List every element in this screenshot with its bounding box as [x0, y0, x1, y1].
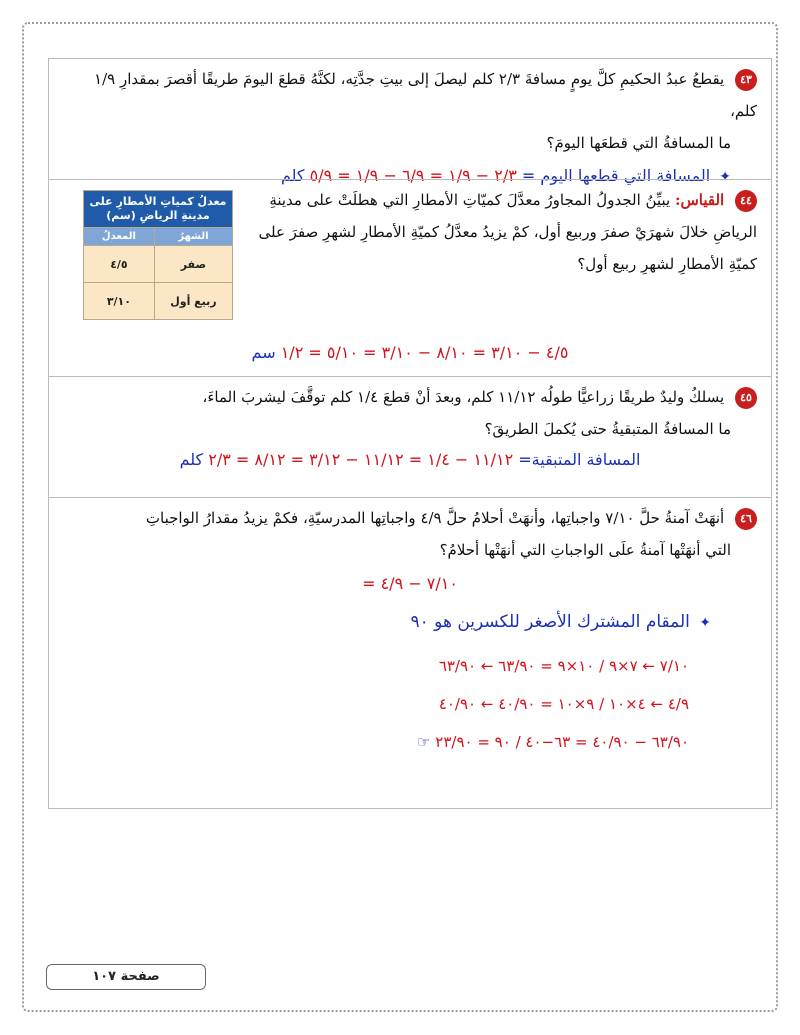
answer-43-expr: ٢/٣ − ١/٩ = ٦/٩ − ١/٩ = ٥/٩: [309, 166, 517, 185]
question-number-45: ٤٥: [735, 387, 757, 409]
rainfall-header-rate: المعدلُ: [84, 228, 155, 246]
answer-43-unit: كلم: [280, 166, 305, 185]
question-number-43: ٤٣: [735, 69, 757, 91]
question-44-text: يبيِّنُ الجدولُ المجاورُ معدَّلَ كميّاتِ الأمطارِ التي هطلَتْ على مدينةِ الرياضِ خلالَ شهرَيْ صفرَ وربيع أول، كمْ يزيدُ معدَّلُ كميّةِ الأمطارِ لشهرِ صفرَ على كميّةِ الأمطارِ لشهرِ ربيع أول؟: [258, 191, 757, 273]
table-row: [84, 283, 233, 320]
answer-44-expr: ٤/٥ − ٣/١٠ = ٨/١٠ − ٣/١٠ = ٥/١٠ = ١/٢: [280, 343, 569, 362]
question-44: [48, 179, 772, 376]
question-number-44: ٤٤: [735, 190, 757, 212]
rainfall-month: ربيع أول: [154, 283, 232, 320]
lcd-text: المقام المشترك الأصغر للكسرين هو ٩٠: [410, 612, 690, 632]
rainfall-value: ٣/١٠: [84, 283, 155, 320]
page-number-label: صفحة ١٠٧: [46, 964, 206, 990]
answer-44-unit: سم: [251, 343, 276, 362]
rainfall-month: صفر: [154, 246, 232, 283]
work-line-1: ٧/١٠ ← ٧×٩ / ١٠×٩ = ٦٣/٩٠ ← ٦٣/٩٠: [438, 657, 689, 675]
question-46: [48, 497, 772, 809]
question-45-text2: ما المسافةُ المتبقيةُ حتى يُكملَ الطريقَ؟: [484, 420, 731, 438]
star-icon: ✦: [719, 169, 731, 185]
question-44-label: القياس:: [674, 191, 725, 209]
question-43: [48, 58, 772, 185]
content: [48, 58, 772, 809]
question-46-expr: ٧/١٠ − ٤/٩ =: [362, 574, 458, 593]
question-43-text2: ما المسافةُ التي قطعَها اليومَ؟: [546, 134, 731, 152]
question-46-text2: التي أنهَتْها آمنةُ علَى الواجباتِ التي أنهَتْها أحلامُ؟: [439, 541, 731, 559]
answer-45-expr: ١١/١٢ − ١/٤ = ١١/١٢ − ٣/١٢ = ٨/١٢ = ٢/٣: [208, 450, 514, 469]
work-line-2: ٤/٩ ← ٤×١٠ / ٩×١٠ = ٤٠/٩٠ ← ٤٠/٩٠: [438, 695, 689, 713]
question-45-text: يسلكُ وليدٌ طريقًا زراعيًّا طولُه ١١/١٢ كلم، وبعدَ أنْ قطعَ ١/٤ كلم توقَّفَ ليشربَ الماءَ،: [202, 388, 725, 406]
rainfall-table-title: معدلُ كمياتِ الأمطارِ على مدينةِ الرياضِ (سم): [84, 191, 233, 228]
question-number-46: ٤٦: [735, 508, 757, 530]
question-45: [48, 376, 772, 497]
hand-pointer-icon: ☞: [417, 733, 431, 751]
table-row: [84, 246, 233, 283]
question-43-text: يقطعُ عبدُ الحكيمِ كلَّ يومٍ مسافةَ ٢/٣ كلم ليصلَ إلى بيتِ جدَّتِه، لكنَّهُ قطعَ اليومَ طريقًا أقصرَ بمقدارِ ١/٩ كلم،: [94, 70, 757, 120]
question-46-text: أنهَتْ آمنةُ حلَّ ٧/١٠ واجباتِها، وأنهَتْ أحلامُ حلَّ ٤/٩ واجباتِها المدرسيّةِ، فكمْ يزيدُ مقدارُ الواجباتِ: [145, 509, 725, 527]
answer-45-unit: كلم: [179, 450, 204, 469]
star-icon: ✦: [699, 615, 711, 631]
answer-43-label: المسافة التي قطعها اليوم =: [521, 166, 711, 185]
answer-45-label: المسافة المتبقية=: [518, 450, 641, 469]
rainfall-header-month: الشهرُ: [154, 228, 232, 246]
rainfall-table: [83, 190, 233, 320]
rainfall-value: ٤/٥: [84, 246, 155, 283]
work-line-3: ٦٣/٩٠ − ٤٠/٩٠ = ٦٣−٤٠ / ٩٠ = ٢٣/٩٠: [435, 733, 689, 751]
